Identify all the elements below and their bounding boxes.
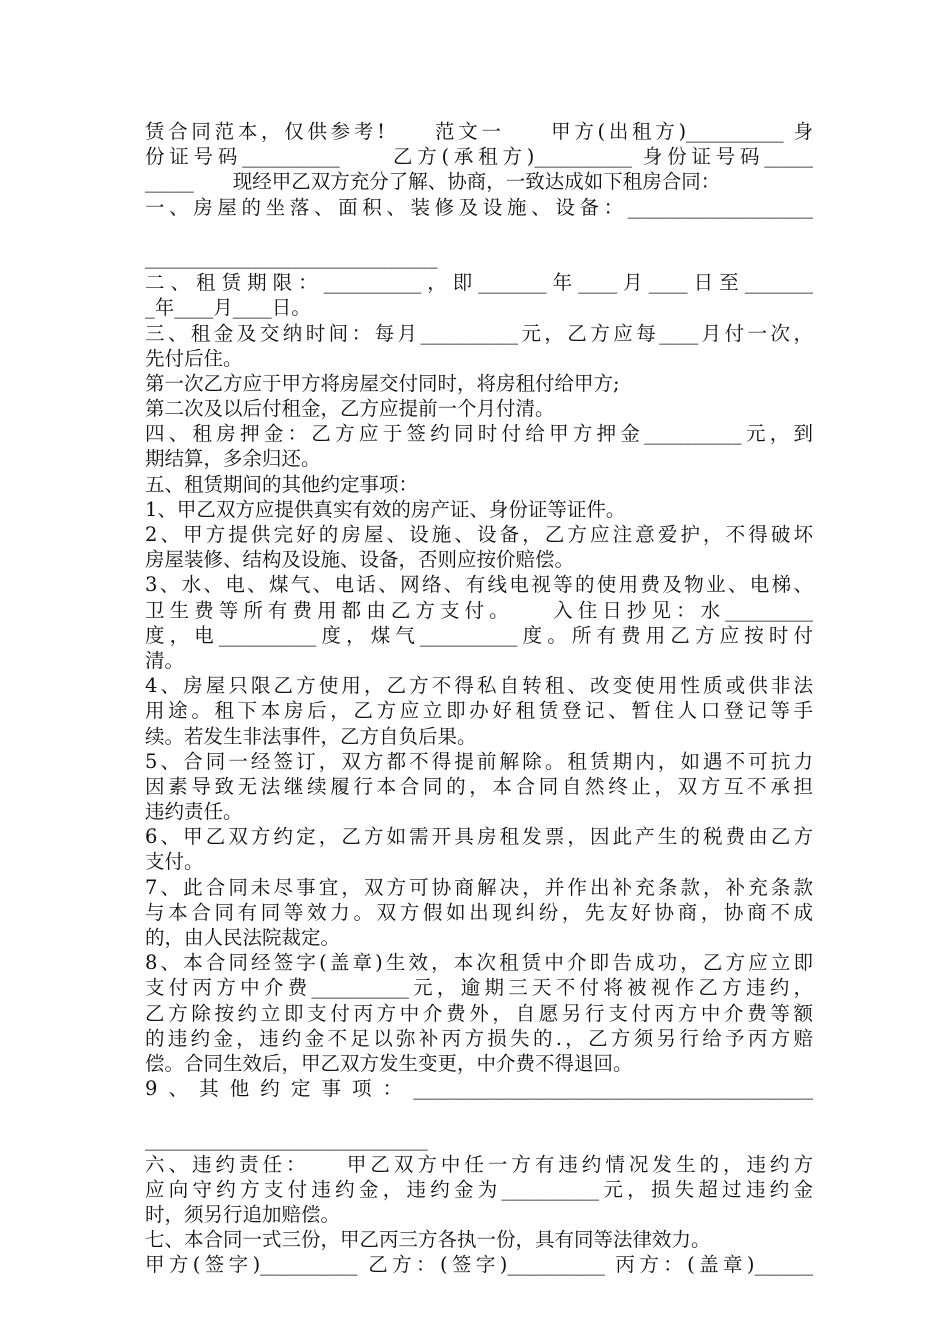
- text-line: 房屋装修、结构及设施、设备，否则应按价赔偿。: [145, 548, 575, 572]
- signature-line: 甲方(签字)__________ 乙方：(签字)__________ 丙方：(盖章)______: [145, 1253, 813, 1277]
- text-line: 清。: [145, 648, 185, 672]
- text-line: 3、水、电、煤气、电话、网络、有线电视等的使用费及物业、电梯、: [145, 573, 813, 597]
- text-line: 先付后住。: [145, 346, 243, 370]
- text-line: 7、此合同未尽事宜，双方可协商解决，并作出补充条款，补充条款: [145, 875, 813, 899]
- text-line: 的违约金，违约金不足以弥补丙方损失的.，乙方须另行给予丙方赔: [145, 1026, 813, 1050]
- text-line: 1、甲乙双方应提供真实有效的房产证、身份证等证件。: [145, 497, 626, 521]
- text-line: 四、租房押金：乙方应于签约同时付给甲方押金__________元，到: [145, 422, 813, 446]
- text-line: 偿。合同生效后，甲乙双方发生变更，中介费不得退回。: [145, 1051, 633, 1075]
- text-line: 六、违约责任： 甲乙双方中任一方有违约情况发生的，违约方: [145, 1152, 813, 1176]
- text-line: 乙方除按约立即支付丙方中介费外，自愿另行支付丙方中介费等额: [145, 1001, 813, 1025]
- text-line: 期结算，多余归还。: [145, 447, 321, 471]
- text-line: 卫生费等所有费用都由乙方支付。 入住日抄见：水_________: [145, 598, 813, 622]
- text-line: 第二次及以后付租金，乙方应提前一个月付清。: [145, 397, 555, 421]
- text-line: _年____月____日。: [145, 296, 311, 320]
- text-line: 三、租金及交纳时间：每月__________元，乙方应每____月付一次，: [145, 321, 813, 345]
- text-line: 应向守约方支付违约金，违约金为__________元，损失超过违约金: [145, 1177, 813, 1201]
- text-line: 支付丙方中介费__________元，逾期三天不付将被视作乙方违约，: [145, 976, 813, 1000]
- text-line: 赁合同范本，仅供参考! 范文一 甲方(出租方)__________ 身: [145, 120, 813, 143]
- contract-body: [145, 119, 813, 1278]
- text-line: 度，电__________度，煤气__________度。所有费用乙方应按时付: [145, 623, 813, 647]
- text-line: _____________________________: [145, 1127, 428, 1151]
- text-line: 4、房屋只限乙方使用，乙方不得私自转租、改变使用性质或供非法: [145, 674, 813, 698]
- text-line: 违约责任。: [145, 800, 243, 824]
- text-line: 因素导致无法继续履行本合同的，本合同自然终止，双方互不承担: [145, 774, 813, 798]
- text-line: 6、甲乙双方约定，乙方如需开具房租发票，因此产生的税费由乙方: [145, 825, 813, 849]
- text-line: 2、甲方提供完好的房屋、设施、设备，乙方应注意爱护，不得破坏: [145, 523, 813, 546]
- text-line: 支付。: [145, 850, 204, 874]
- blank-line: [145, 1101, 813, 1126]
- text-line: 二、租赁期限：__________，即_______年____月____日至_______: [145, 271, 813, 295]
- text-line: 份证号码__________ 乙方(承租方)__________ 身份证号码_____: [145, 145, 813, 169]
- text-line: 第一次乙方应于甲方将房屋交付同时，将房租付给甲方;: [145, 371, 620, 395]
- text-line: 9、其他约定事项：_________________________________________: [145, 1077, 813, 1101]
- text-line: 5、合同一经签订，双方都不得提前解除。租赁期内，如遇不可抗力: [145, 749, 813, 773]
- text-line: 五、租赁期间的其他约定事项：: [145, 472, 419, 496]
- text-line: 的，由人民法院裁定。: [145, 926, 341, 949]
- text-line: 时，须另行追加赔偿。: [145, 1203, 341, 1227]
- text-line: _____ 现经甲乙双方充分了解、协商，一致达成如下租房合同：: [145, 170, 721, 194]
- text-line: 8、本合同经签字(盖章)生效，本次租赁中介即告成功，乙方应立即: [145, 951, 813, 975]
- text-line: ______________________________: [145, 245, 438, 269]
- text-line: 续。若发生非法事件，乙方自负后果。: [145, 724, 477, 748]
- blank-line: [145, 220, 813, 245]
- text-line: 一、房屋的坐落、面积、装修及设施、设备：___________________: [145, 195, 813, 219]
- text-line: 七、本合同一式三份，甲乙丙三方各执一份，具有同等法律效力。: [145, 1228, 711, 1252]
- text-line: 用途。租下本房后，乙方应立即办好租赁登记、暂住人口登记等手: [145, 699, 813, 723]
- text-line: 与本合同有同等效力。双方假如出现纠纷，先友好协商，协商不成: [145, 900, 813, 924]
